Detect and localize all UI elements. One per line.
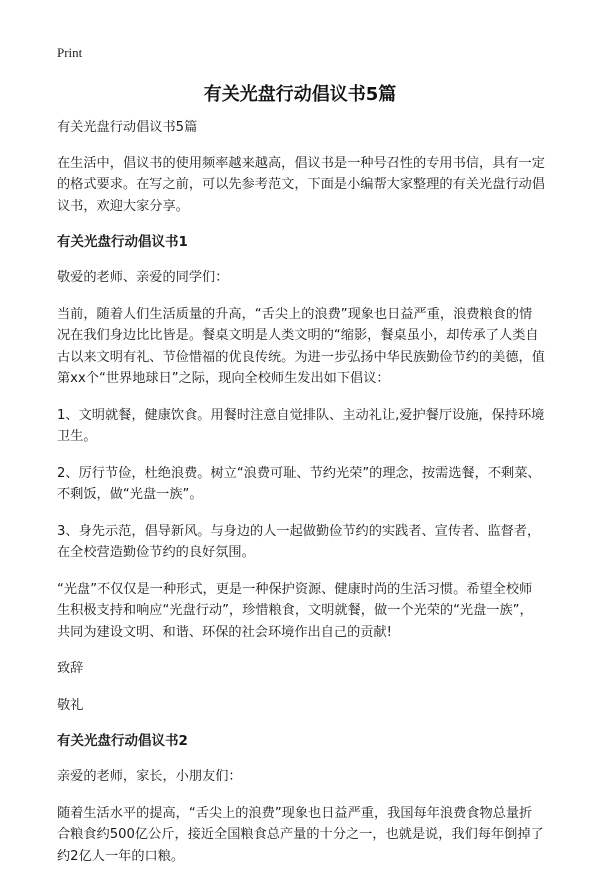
section-1-item-1: 1、文明就餐，健康饮食。用餐时注意自觉排队、主动礼让,爱护餐厅设施，保持环境卫生。 — [57, 407, 545, 444]
section-2-paragraph-1: 随着生活水平的提高，“舌尖上的浪费”现象也日益严重，我国每年浪费食物总量折合粮食约500亿公斤，接近全国粮食总产量的十分之一，也就是说，我们每年倒掉了约2亿人一年的口粮。 — [57, 805, 544, 864]
section-1-closing-1: 致辞 — [57, 661, 84, 676]
document-subtitle: 有关光盘行动倡议书5篇 — [57, 120, 198, 135]
intro-paragraph: 在生活中，倡议书的使用频率越来越高，倡议书是一种号召性的专用书信，具有一定的格式要求。在写之前，可以先参考范文，下面是小编帮大家整理的有关光盘行动倡议书，欢迎大家分享。 — [57, 155, 545, 214]
section-1-item-3: 3、身先示范，倡导新风。与身边的人一起做勤俭节约的实践者、宣传者、监督者，在全校营造勤俭节约的良好氛围。 — [57, 523, 541, 560]
section-1-item-2: 2、厉行节俭，杜绝浪费。树立“浪费可耻、节约光荣”的理念，按需选餐，不剩菜、不剩饭，做“光盘一族”。 — [57, 465, 541, 502]
section-2-heading: 有关光盘行动倡议书2 — [57, 733, 188, 749]
section-1-closing-2: 敬礼 — [57, 697, 84, 713]
print-label[interactable]: Print — [57, 45, 83, 60]
section-1-paragraph-2: “光盘”不仅仅是一种形式，更是一种保护资源、健康时尚的生活习惯。希望全校师生积极支持和响应“光盘行动”，珍惜粮食，文明就餐，做一个光荣的“光盘一族”，共同为建设文明、和谐、环保的社会环境作出自己的贡献! — [57, 581, 533, 640]
section-1-heading: 有关光盘行动倡议书1 — [57, 234, 188, 250]
document-title: 有关光盘行动倡议书5篇 — [203, 84, 397, 105]
section-1-paragraph-1: 当前，随着人们生活质量的升高，“舌尖上的浪费”现象也日益严重，浪费粮食的情况在我们身边比比皆是。餐桌文明是人类文明的“缩影，餐桌虽小，却传承了人类自古以来文明有礼、节俭惜福的优良传统。为进一步弘扬中华民族勤俭节约的美德，值第xx个“世界地球日”之际，现向全校师生发出如下倡议： — [57, 306, 545, 386]
section-1-greeting: 敬爱的老师、亲爱的同学们： — [57, 270, 229, 285]
document-body — [57, 117, 545, 882]
section-2-greeting: 亲爱的老师，家长，小朋友们： — [57, 769, 242, 784]
